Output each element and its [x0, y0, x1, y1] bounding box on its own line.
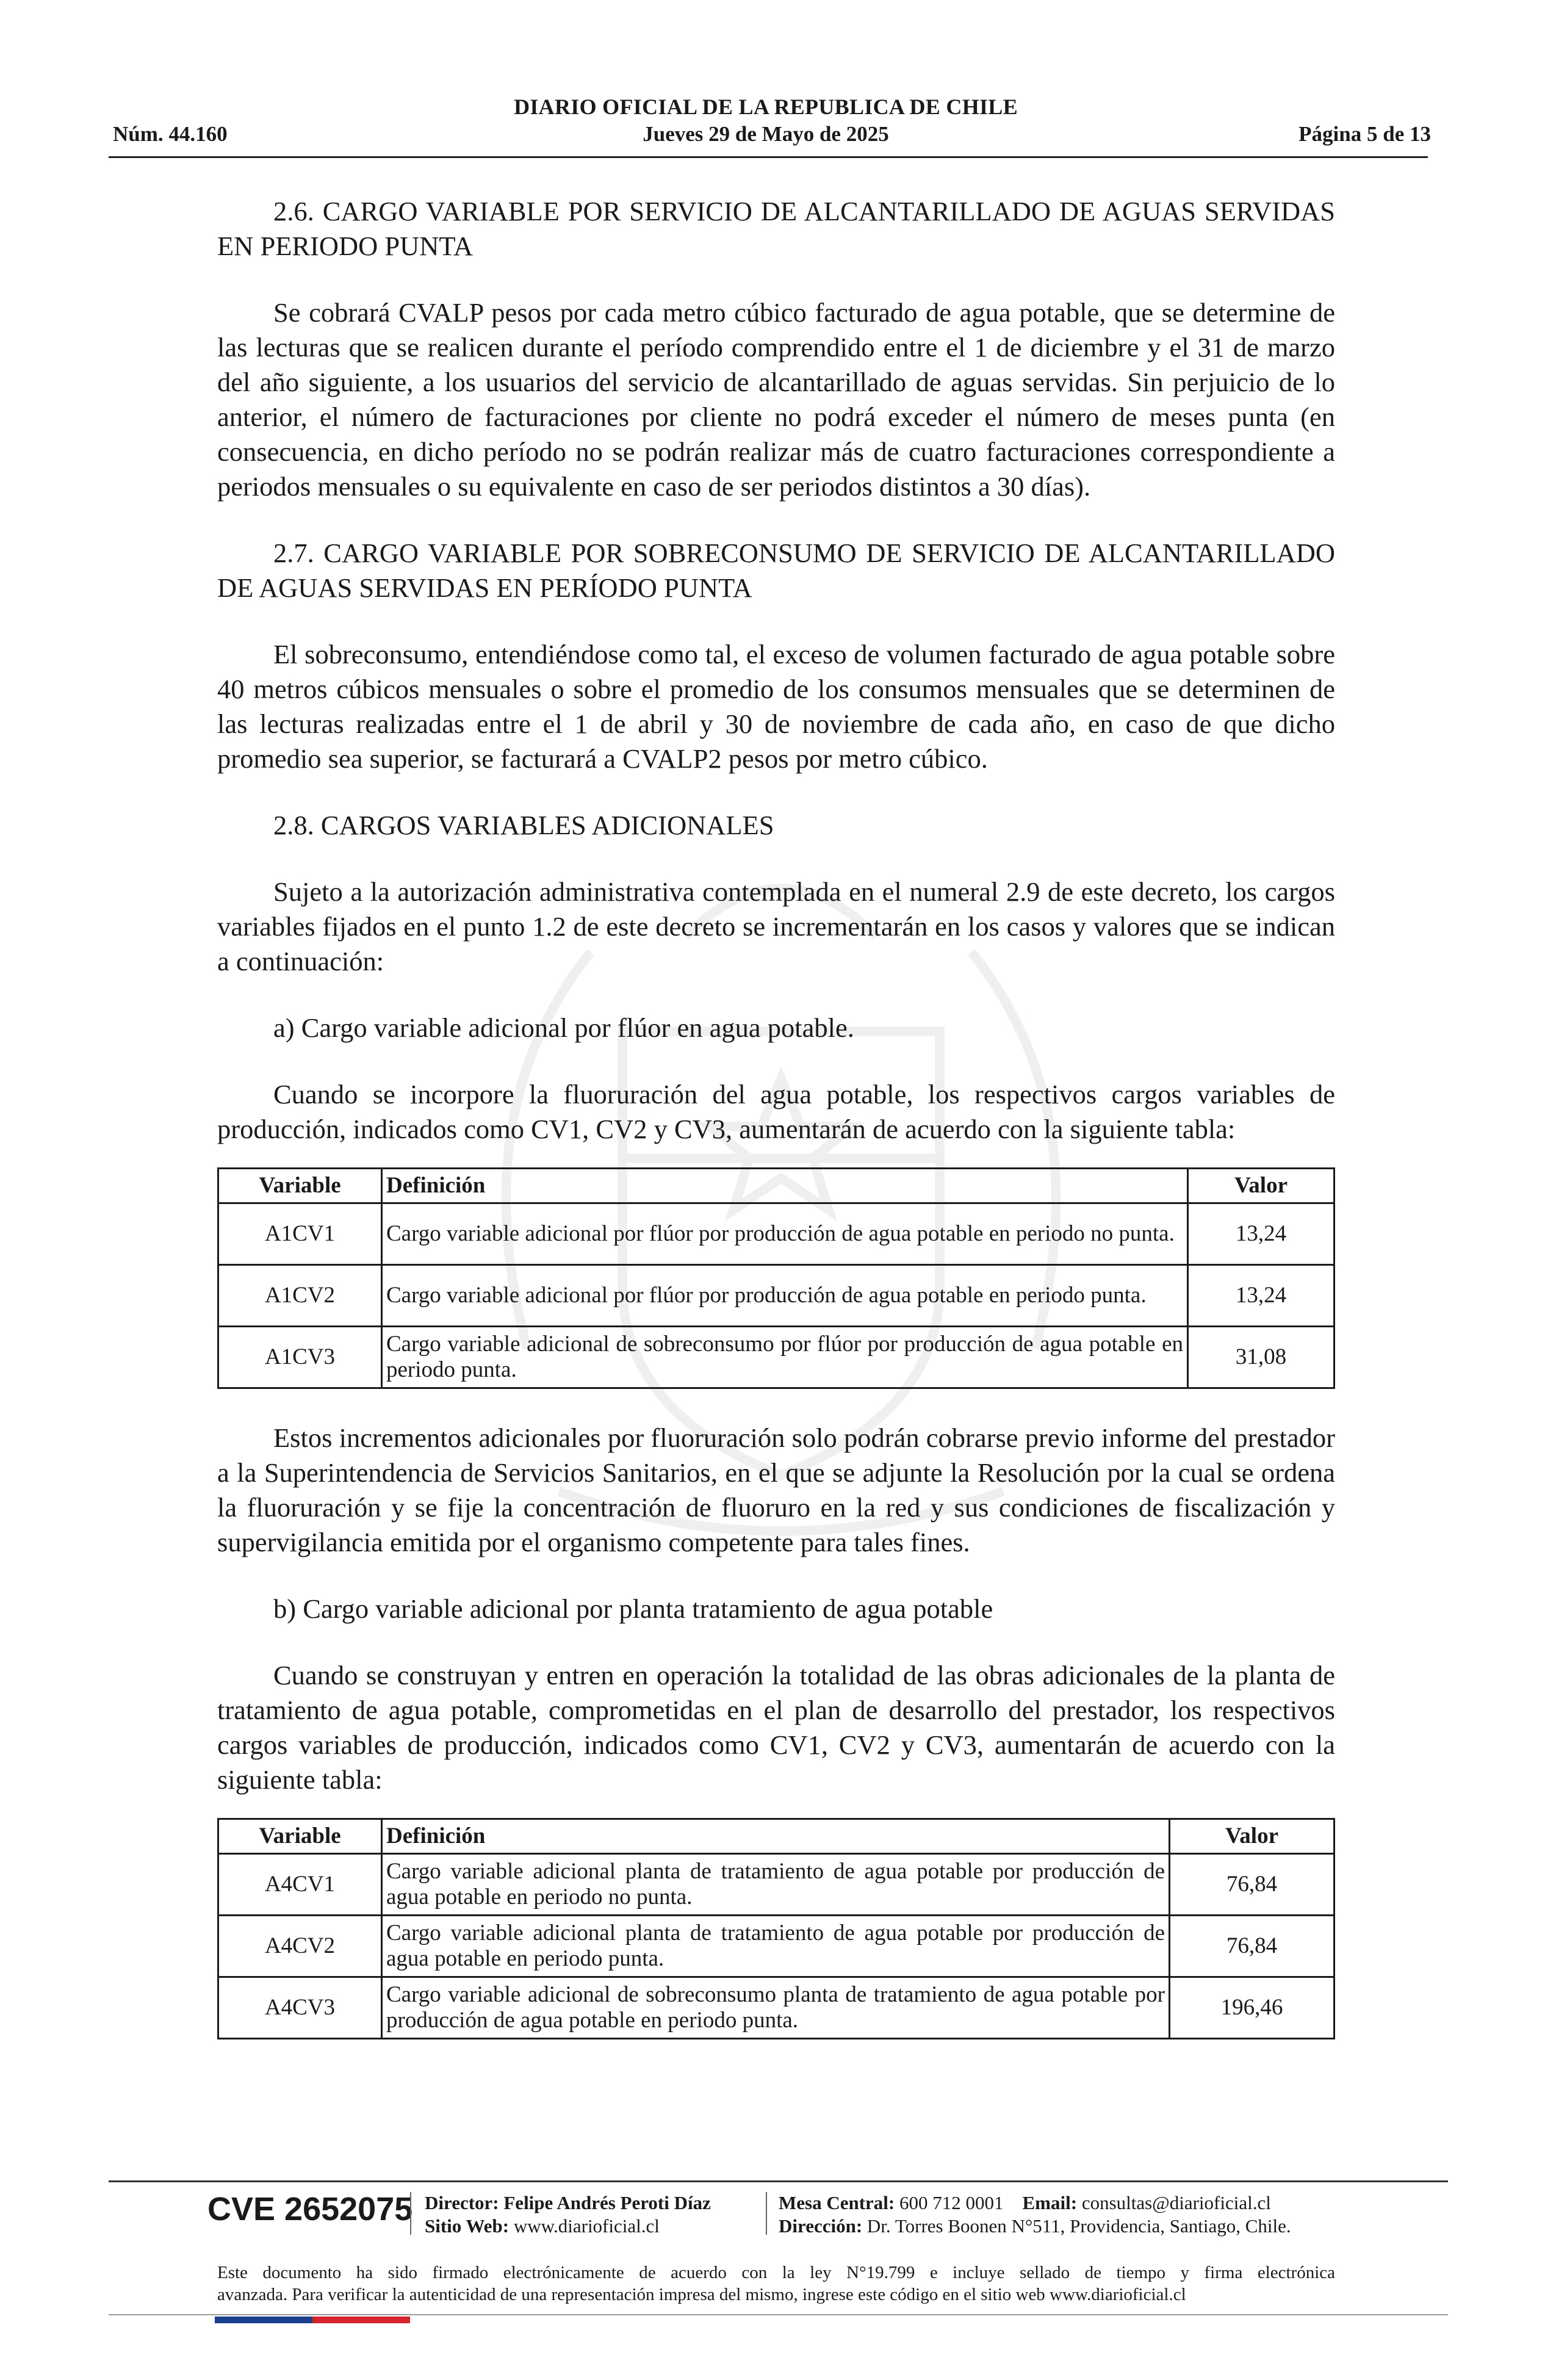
cell-definition: Cargo variable adicional planta de tratamiento de agua potable por producción de agua potable en periodo no punta. — [382, 1854, 1170, 1916]
column-header-value: Valor — [1188, 1169, 1334, 1203]
table-row — [218, 1916, 1334, 1977]
cell-variable: A1CV1 — [218, 1203, 382, 1265]
issue-number: Núm. 44.160 — [113, 122, 228, 146]
cell-value: 13,24 — [1188, 1265, 1334, 1327]
section-2-6-title: 2.6. CARGO VARIABLE POR SERVICIO DE ALCANTARILLADO DE AGUAS SERVIDAS EN PERIODO PUNTA — [217, 196, 1335, 261]
column-header-value: Valor — [1170, 1819, 1334, 1854]
email-link[interactable]: consultas@diarioficial.cl — [1081, 2192, 1271, 2213]
column-header-definition: Definición — [382, 1169, 1188, 1203]
footer-director-block — [425, 2191, 711, 2238]
treatment-plant-charges-table — [217, 1818, 1335, 2039]
section-2-7-text: El sobreconsumo, entendiéndose como tal, el exceso de volumen facturado de agua potable sobre 40 metros cúbicos mensuales o sobre el promedio de los consumos mensuales que se determinen de las lecturas realizadas entre el 1 de abril y 30 de noviembre de cada año, en caso de que dicho promedio sea superior, se facturará a CVALP2 pesos por metro cúbico. — [217, 639, 1335, 774]
cell-variable: A4CV3 — [218, 1977, 382, 2039]
footer-contact-block — [779, 2191, 1291, 2238]
address-text: Dr. Torres Boonen N°511, Providencia, Santiago, Chile. — [866, 2215, 1291, 2237]
column-header-definition: Definición — [382, 1819, 1170, 1854]
director-label: Director: — [425, 2192, 499, 2213]
section-2-8-title: 2.8. CARGOS VARIABLES ADICIONALES — [273, 810, 774, 840]
cell-definition: Cargo variable adicional de sobreconsumo planta de tratamiento de agua potable por producción de agua potable en periodo punta. — [382, 1977, 1170, 2039]
email-label: Email: — [1022, 2192, 1078, 2213]
table-row — [218, 1977, 1334, 2039]
phone-label: Mesa Central: — [779, 2192, 895, 2213]
section-2-7-title: 2.7. CARGO VARIABLE POR SOBRECONSUMO DE SERVICIO DE ALCANTARILLADO DE AGUAS SERVIDAS EN PERÍODO PUNTA — [217, 538, 1335, 603]
cell-value: 76,84 — [1170, 1854, 1334, 1916]
cell-definition: Cargo variable adicional por flúor por producción de agua potable en periodo punta. — [382, 1265, 1188, 1327]
header-divider — [109, 156, 1428, 158]
subsection-a-text: Cuando se incorpore la fluoruración del agua potable, los respectivos cargos variables de producción, indicados como CV1, CV2 y CV3, aumentarán de acuerdo con la siguiente tabla: — [217, 1079, 1335, 1144]
issue-date: Jueves 29 de Mayo de 2025 — [643, 122, 889, 146]
table-row — [218, 1327, 1334, 1388]
cell-variable: A1CV2 — [218, 1265, 382, 1327]
page-number: Página 5 de 13 — [1298, 122, 1431, 146]
cve-code: CVE 2652075 — [207, 2191, 413, 2227]
cell-variable: A4CV1 — [218, 1854, 382, 1916]
subsection-b-text: Cuando se construyan y entren en operación la totalidad de las obras adicionales de la planta de tratamiento de agua potable, comprometidas en el plan de desarrollo del prestador, los respectivos cargos variables de producción, indicados como CV1, CV2 y CV3, aumentarán de acuerdo con la siguiente tabla: — [217, 1660, 1335, 1795]
signature-note-line-2: avanzada. Para verificar la autenticidad de una representación impresa del mismo, ingrese este código en el sitio web www.diarioficial.cl — [217, 2285, 1186, 2304]
website-label: Sitio Web: — [425, 2215, 510, 2237]
phone-number: 600 712 0001 — [899, 2192, 1004, 2213]
director-name: Felipe Andrés Peroti Díaz — [503, 2192, 711, 2213]
subsection-a-note: Estos incrementos adicionales por fluoruración solo podrán cobrarse previo informe del prestador a la Superintendencia de Servicios Sanitarios, en el que se adjunte la Resolución por la cual se ordena la fluoruración y se fije la concentración de fluoruro en la red y sus condiciones de fiscalización y supervigilancia emitida por el organismo competente para tales fines. — [217, 1423, 1335, 1557]
fluor-charges-table — [217, 1167, 1335, 1389]
cell-definition: Cargo variable adicional planta de tratamiento de agua potable por producción de agua potable en periodo punta. — [382, 1916, 1170, 1977]
column-header-variable: Variable — [218, 1169, 382, 1203]
table-header-row — [218, 1169, 1334, 1203]
publication-title: DIARIO OFICIAL DE LA REPUBLICA DE CHILE — [514, 95, 1018, 119]
cell-definition: Cargo variable adicional por flúor por producción de agua potable en periodo no punta. — [382, 1203, 1188, 1265]
cell-value: 196,46 — [1170, 1977, 1334, 2039]
cell-value: 76,84 — [1170, 1916, 1334, 1977]
footer-divider — [109, 2180, 1448, 2182]
footer-separator — [766, 2192, 767, 2235]
subsection-a-title: a) Cargo variable adicional por flúor en agua potable. — [273, 1012, 854, 1043]
subsection-b-title: b) Cargo variable adicional por planta tratamiento de agua potable — [273, 1593, 993, 1624]
document-body — [217, 194, 1335, 2039]
electronic-signature-note — [217, 2262, 1335, 2306]
cell-variable: A4CV2 — [218, 1916, 382, 1977]
signature-note-line-1: Este documento ha sido firmado electrónicamente de acuerdo con la ley N°19.799 e incluye sellado de tiempo y firma electrónica — [217, 2263, 1335, 2282]
table-row — [218, 1854, 1334, 1916]
address-label: Dirección: — [779, 2215, 863, 2237]
footer-separator — [410, 2192, 411, 2235]
footer-bottom-divider — [109, 2314, 1448, 2315]
cell-value: 31,08 — [1188, 1327, 1334, 1388]
cell-variable: A1CV3 — [218, 1327, 382, 1388]
cell-value: 13,24 — [1188, 1203, 1334, 1265]
table-header-row — [218, 1819, 1334, 1854]
flag-stripe-red — [312, 2317, 410, 2323]
website-link[interactable]: www.diarioficial.cl — [513, 2215, 660, 2237]
section-2-6-text: Se cobrará CVALP pesos por cada metro cúbico facturado de agua potable, que se determine de las lecturas que se realicen durante el período comprendido entre el 1 de diciembre y el 31 de marzo del año siguiente, a los usuarios del servicio de alcantarillado de aguas servidas. Sin perjuicio de lo anterior, el número de facturaciones por cliente no podrá exceder el número de meses punta (en consecuencia, en dicho período no se podrán realizar más de cuatro facturaciones correspondiente a periodos mensuales o su equivalente en caso de ser periodos distintos a 30 días). — [217, 297, 1335, 502]
table-row — [218, 1265, 1334, 1327]
flag-stripe-blue — [215, 2317, 312, 2323]
table-row — [218, 1203, 1334, 1265]
column-header-variable: Variable — [218, 1819, 382, 1854]
section-2-8-text: Sujeto a la autorización administrativa contemplada en el numeral 2.9 de este decreto, los cargos variables fijados en el punto 1.2 de este decreto se incrementarán en los casos y valores que se indican a continuación: — [217, 876, 1335, 976]
cell-definition: Cargo variable adicional de sobreconsumo por flúor por producción de agua potable en periodo punta. — [382, 1327, 1188, 1388]
